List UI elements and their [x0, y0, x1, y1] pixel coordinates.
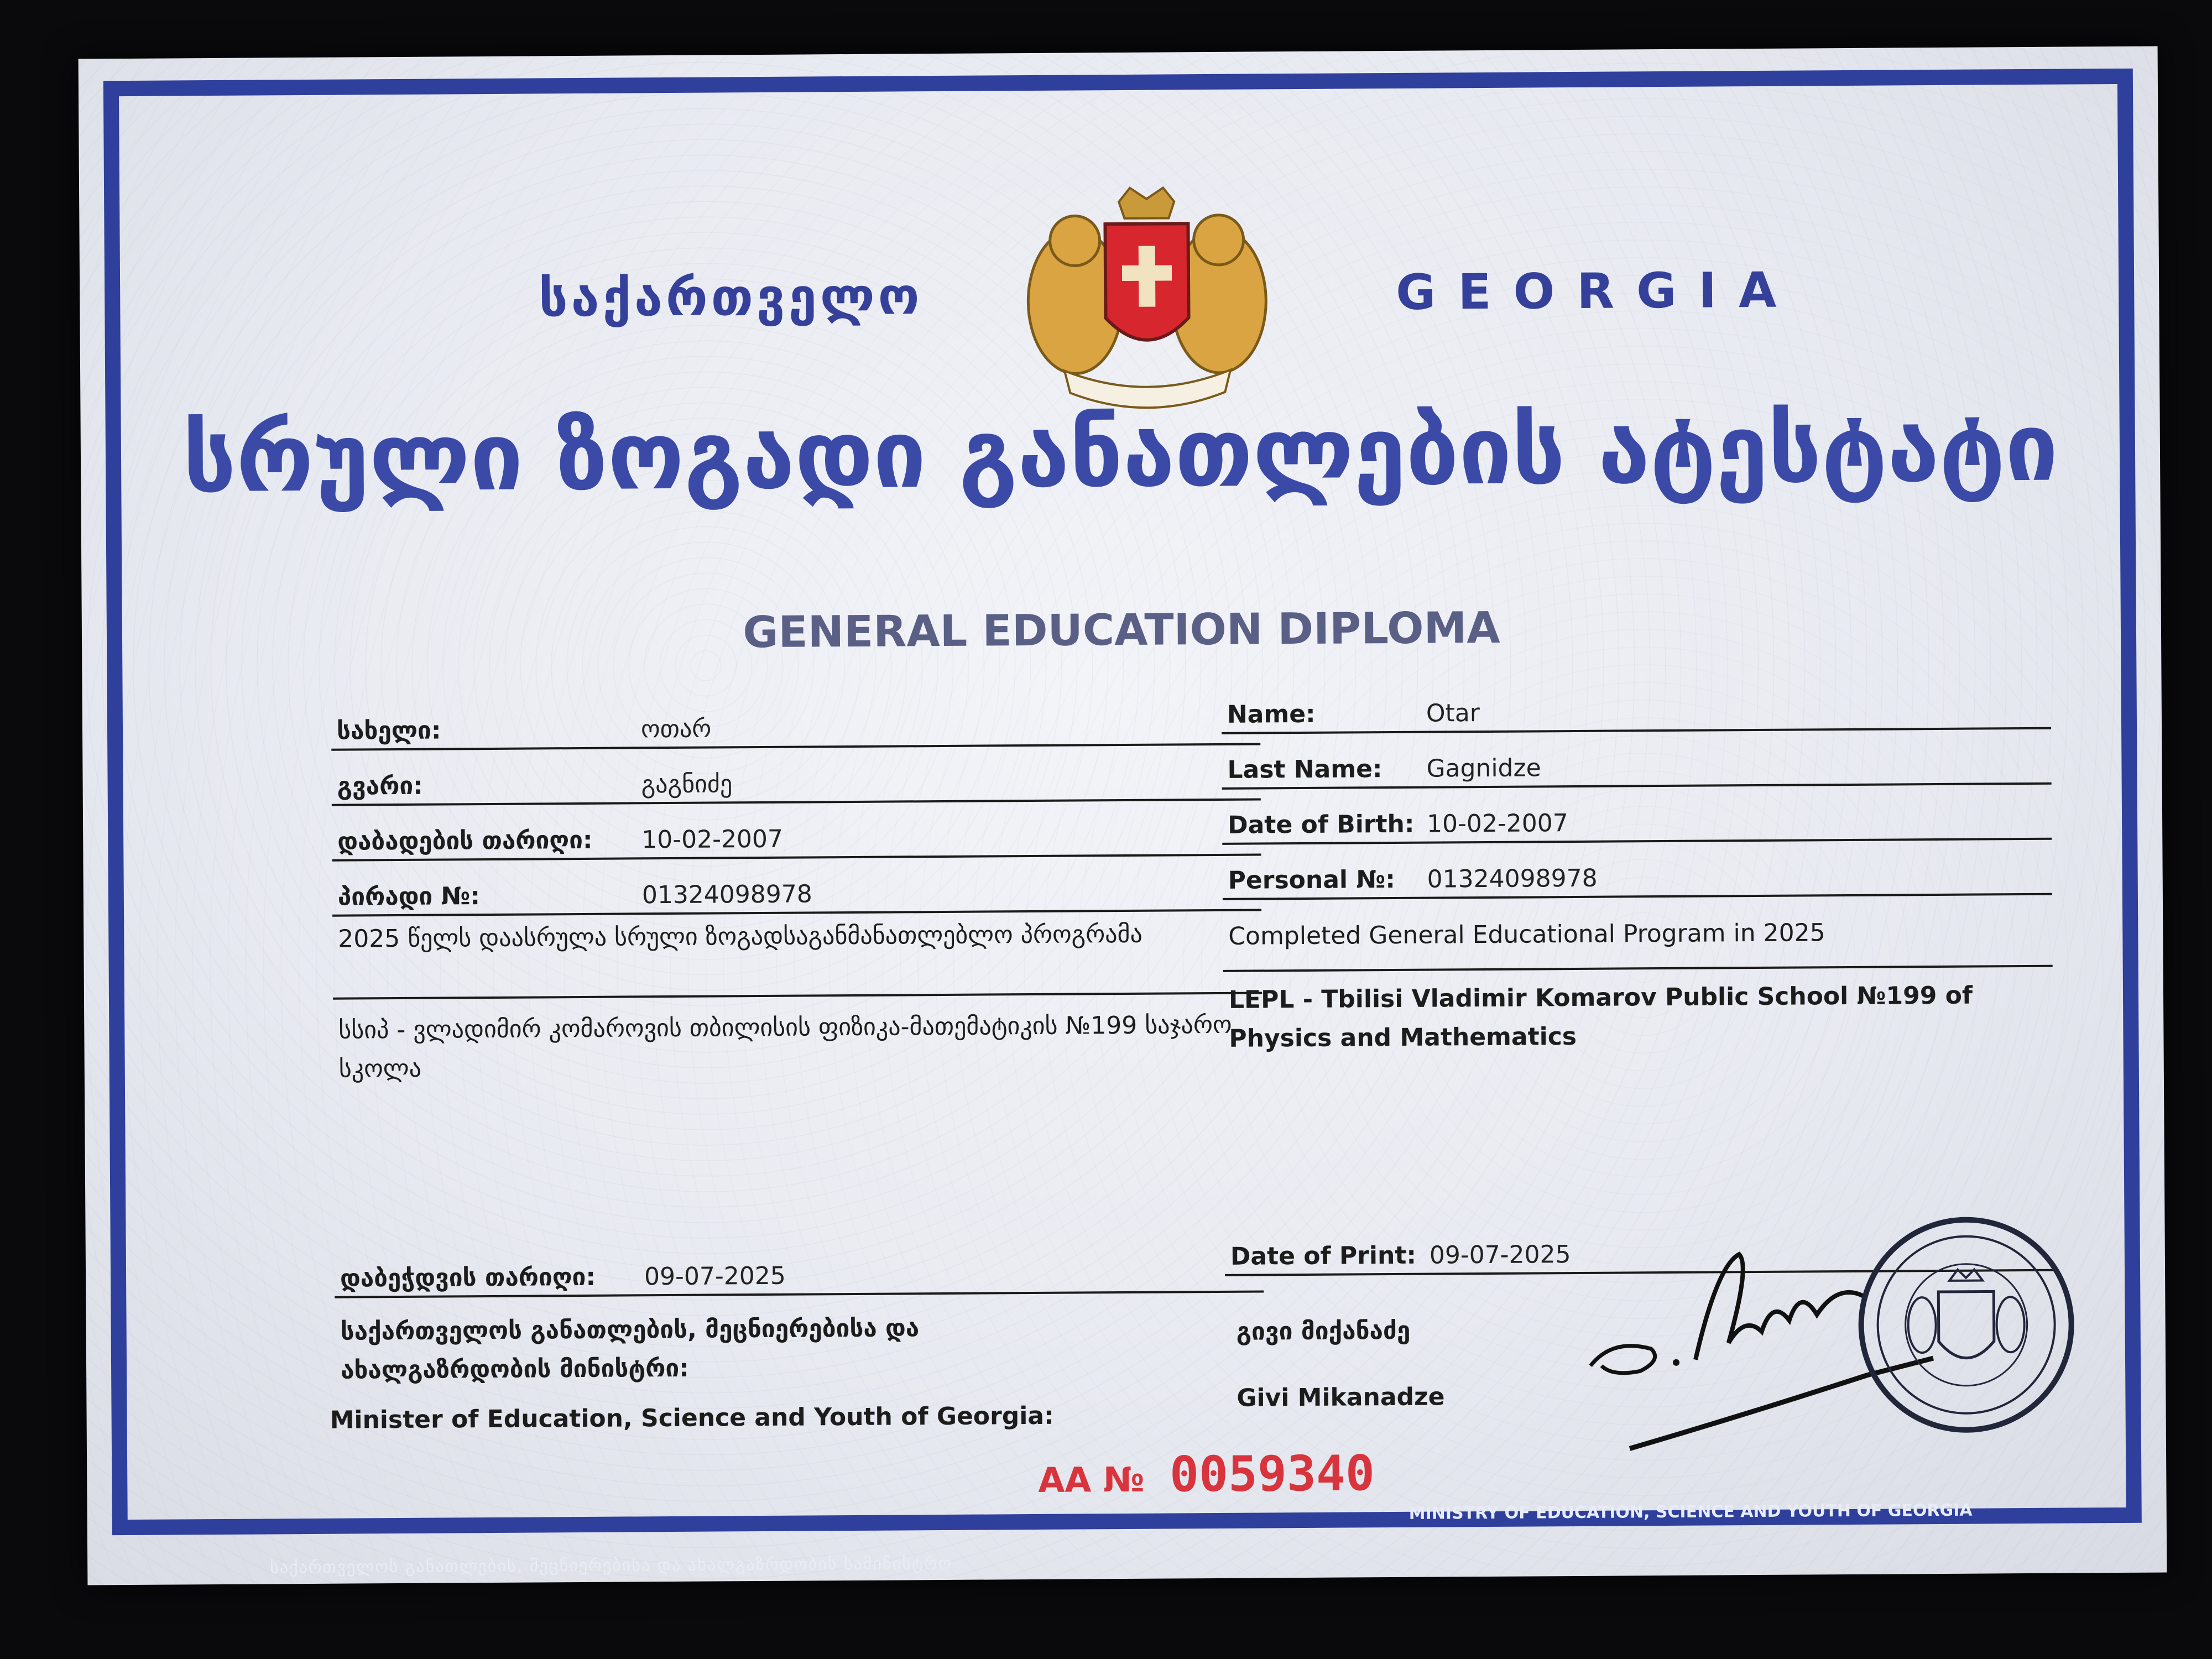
serial-number: [1038, 1444, 1375, 1504]
field-value: ოთარ: [640, 714, 712, 744]
field-label: Date of Print:: [1230, 1241, 1417, 1271]
field-label: Date of Birth:: [1227, 810, 1415, 839]
minister-name-en: Givi Mikanadze: [1237, 1383, 1445, 1412]
school-name-ka: სსიპ - ვლადიმირ კომაროვის თბილისის ფიზიკა-მათემატიკის №199 საჯარო სკოლა: [338, 1010, 1232, 1083]
school-name-en: LEPL - Tbilisi Vladimir Komarov Public School №199 of Physics and Mathematics: [1228, 981, 1973, 1053]
field-label: Name:: [1227, 700, 1316, 729]
serial-value: 0059340: [1169, 1444, 1375, 1503]
document-header: [79, 174, 2159, 419]
field-personal-number-en: [1222, 849, 2052, 900]
field-last-name-ka: [331, 754, 1260, 806]
minister-name-ka: გივი მიქანაძე: [1236, 1316, 1411, 1346]
country-name-ka: საქართველო: [538, 267, 923, 328]
field-label: დაბეჭდვის თარიღი:: [340, 1262, 596, 1293]
field-label: დაბადების თარიღი:: [337, 826, 593, 856]
field-value: 09-07-2025: [1429, 1240, 1571, 1270]
field-value: Otar: [1426, 699, 1480, 728]
field-value: 01324098978: [641, 880, 812, 910]
field-birth-date-en: [1222, 794, 2052, 845]
country-name-en: GEORGIA: [1395, 261, 1799, 321]
field-value: Gagnidze: [1426, 754, 1541, 783]
field-label: Last Name:: [1227, 755, 1383, 784]
field-label: Personal №:: [1228, 865, 1396, 895]
field-value: 10-02-2007: [1426, 809, 1568, 838]
diploma-title-ka: სრული ზოგადი განათლების ატესტატი: [182, 393, 2059, 514]
minister-title-ka: საქართველოს განათლების, მეცნიერებისა და ახალგაზრდობის მინისტრი:: [340, 1314, 920, 1385]
field-first-name-en: [1222, 683, 2051, 734]
field-value: გაგნიძე: [641, 770, 733, 799]
diploma-title-en: GENERAL EDUCATION DIPLOMA: [743, 603, 1500, 658]
official-stamp-icon: [1855, 1213, 2077, 1436]
diploma-document: [79, 46, 2167, 1585]
serial-prefix: AA №: [1038, 1459, 1145, 1500]
field-label: პირადი №:: [337, 882, 481, 911]
print-date-ka: [335, 1246, 1264, 1298]
field-value: 09-07-2025: [644, 1261, 786, 1291]
field-label: სახელი:: [336, 716, 441, 745]
field-personal-number-ka: [332, 864, 1261, 916]
coat-of-arms-icon: [1014, 179, 1281, 413]
footer-ministry-en: MINISTRY OF EDUCATION, SCIENCE AND YOUTH OF GEORGIA: [1408, 1500, 1973, 1524]
field-last-name-en: [1222, 738, 2051, 790]
footer-ministry-ka: საქართველოს განათლების, მეცნიერებისა და ახალგაზრდობის სამინისტრო: [270, 1553, 953, 1578]
program-statement-ka: 2025 წელს დაასრულა სრული ზოგადსაგანმანათლებლო პროგრამა: [338, 920, 1143, 953]
program-statement-en: Completed General Educational Program in 2025: [1228, 919, 1825, 951]
field-birth-date-ka: [332, 809, 1261, 861]
field-value: 10-02-2007: [641, 825, 784, 854]
field-label: გვარი:: [337, 771, 423, 801]
field-first-name-ka: [331, 698, 1260, 750]
minister-title-en: Minister of Education, Science and Youth of Georgia:: [330, 1401, 1054, 1434]
field-value: 01324098978: [1427, 864, 1598, 894]
